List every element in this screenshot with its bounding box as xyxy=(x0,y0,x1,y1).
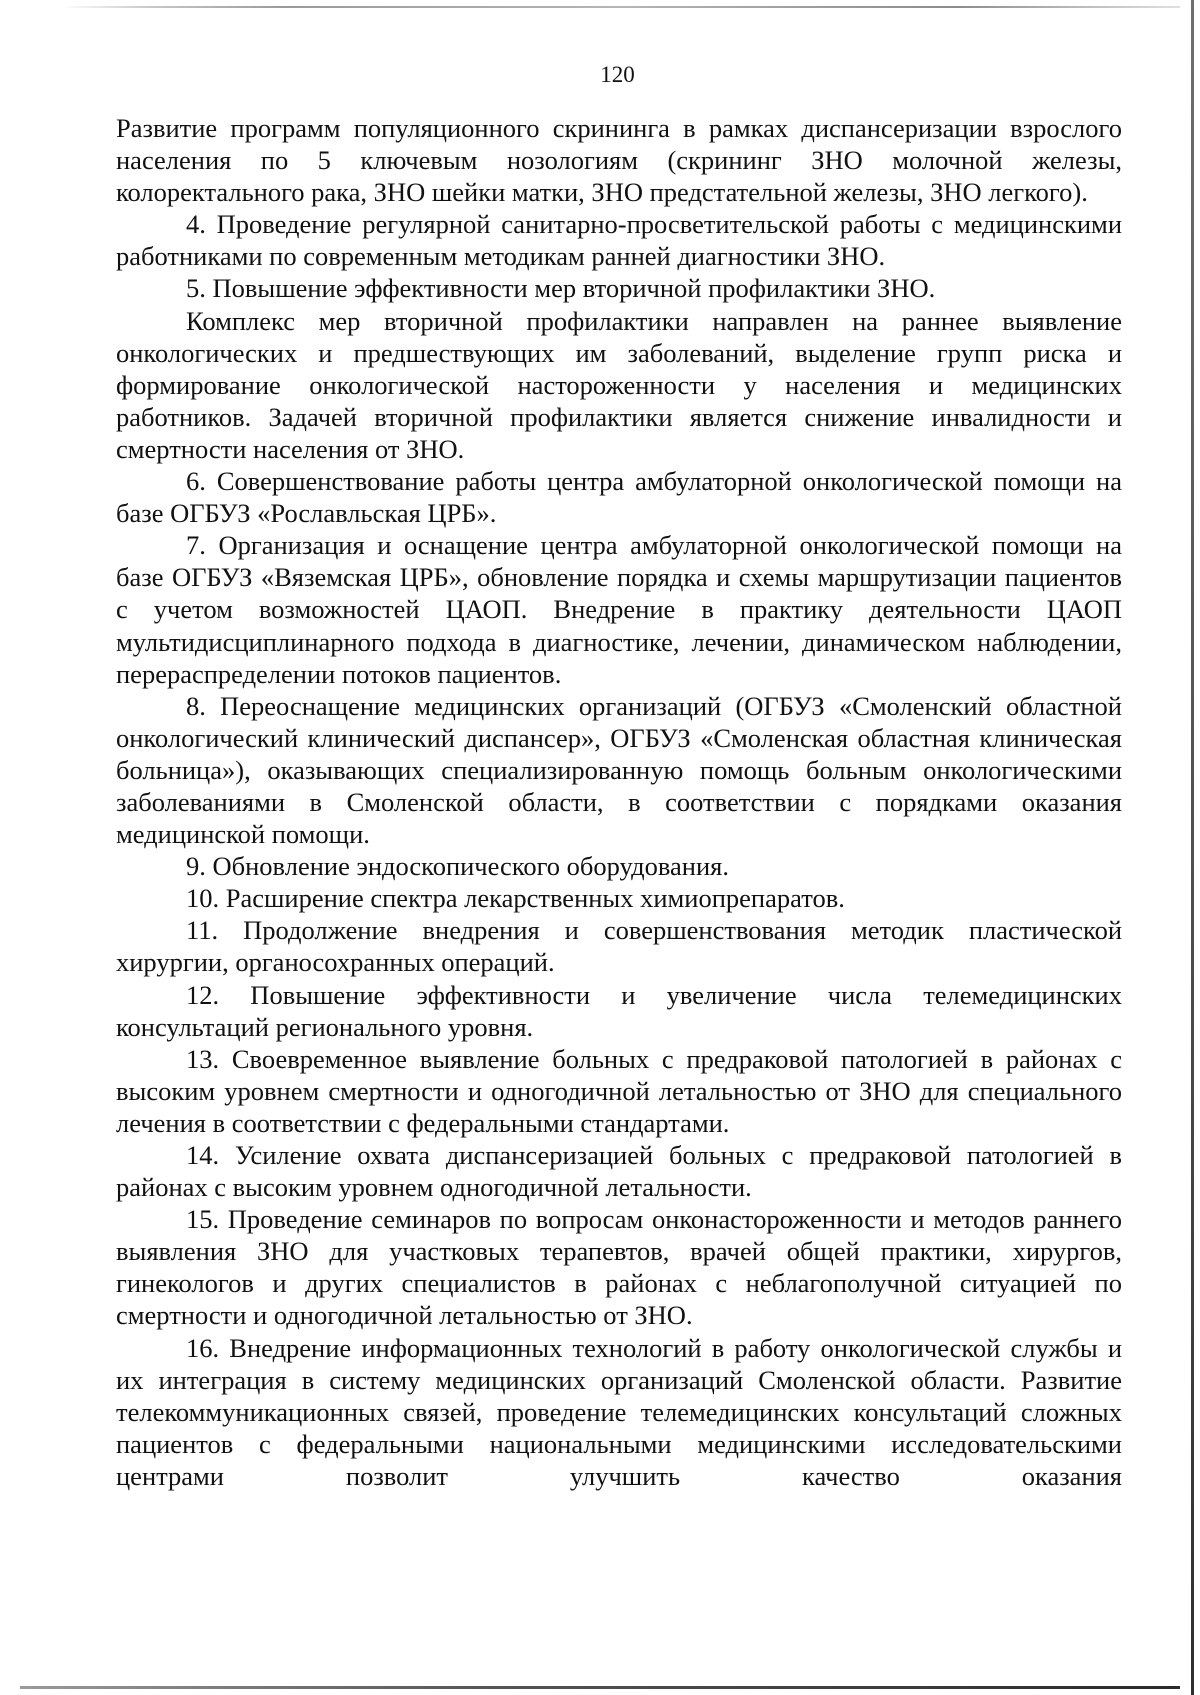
paragraph-item-10: 10. Расширение спектра лекарственных химиопрепаратов. xyxy=(186,883,845,914)
paragraph-item-4: 4. Проведение регулярной санитарно-просветительской работы с медицинскими работниками по современным методикам ранней диагностики ЗНО. xyxy=(116,209,1122,272)
paragraph-item-6: 6. Совершенствование работы центра амбулаторной онкологической помощи на базе ОГБУЗ «Рославльская ЦРБ». xyxy=(116,466,1122,529)
page-number: 120 xyxy=(600,62,635,87)
document-body xyxy=(116,112,1122,1492)
paragraph-item-16: 16. Внедрение информационных технологий в работу онкологической службы и их интеграция в систему медицинских организаций Смоленской области. Развитие телекоммуникационных связей, проведение телемедицинских консультаций сложных пациентов с федеральными национальными медицинскими исследовательскими центрами позволит улучшить качество оказания xyxy=(116,1332,1122,1491)
paragraph-item-12: 12. Повышение эффективности и увеличение числа телемедицинских консультаций регионального уровня. xyxy=(116,979,1122,1042)
paragraph-item-7: 7. Организация и оснащение центра амбулаторной онкологической помощи на базе ОГБУЗ «Вяземская ЦРБ», обновление порядка и схемы маршрутизации пациентов с учетом возможностей ЦАОП. Внедрение в практику деятельности ЦАОП мультидисциплинарного подхода в диагностике, лечении, динамическом наблюдении, перераспределении потоков пациентов. xyxy=(116,530,1122,689)
scan-edge-top xyxy=(60,6,1180,8)
paragraph-item-5: 5. Повышение эффективности мер вторичной профилактики ЗНО. xyxy=(186,273,936,304)
paragraph-item-9: 9. Обновление эндоскопического оборудования. xyxy=(186,851,729,882)
paragraph-item-14: 14. Усиление охвата диспансеризацией больных с предраковой патологией в районах с высоким уровнем одногодичной летальности. xyxy=(116,1140,1122,1203)
paragraph-secondary-prevention: Комплекс мер вторичной профилактики направлен на раннее выявление онкологических и предшествующих им заболеваний, выделение групп риска и формирование онкологической настороженности у населения и медицинских работников. Задачей вторичной профилактики является снижение инвалидности и смертности населения от ЗНО. xyxy=(116,305,1122,464)
paragraph-item-8: 8. Переоснащение медицинских организаций (ОГБУЗ «Смоленский областной онкологический клинический диспансер», ОГБУЗ «Смоленская областная клиническая больница»), оказывающих специализированную помощь больным онкологическими заболеваниями в Смоленской области, в соответствии с порядками оказания медицинской помощи. xyxy=(116,690,1122,850)
paragraph-item-13: 13. Своевременное выявление больных с предраковой патологией в районах с высоким уровнем смертности и одногодичной летальностью от ЗНО для специального лечения в соответствии с федеральными стандартами. xyxy=(116,1043,1122,1138)
paragraph-screening-programs: Развитие программ популяционного скрининга в рамках диспансеризации взрослого населения по 5 ключевым нозологиям (скрининг ЗНО молочной железы, колоректального рака, ЗНО шейки матки, ЗНО предстательной железы, ЗНО легкого). xyxy=(116,113,1122,208)
scan-edge-bottom xyxy=(20,1686,1180,1689)
scan-edge-right xyxy=(1191,0,1194,1695)
paragraph-item-11: 11. Продолжение внедрения и совершенствования методик пластической хирургии, органосохранных операций. xyxy=(116,915,1122,978)
paragraph-item-15: 15. Проведение семинаров по вопросам онконастороженности и методов раннего выявления ЗНО для участковых терапевтов, врачей общей практики, хирургов, гинекологов и других специалистов в районах с неблагополучной ситуацией по смертности и одногодичной летальностью от ЗНО. xyxy=(116,1204,1122,1331)
